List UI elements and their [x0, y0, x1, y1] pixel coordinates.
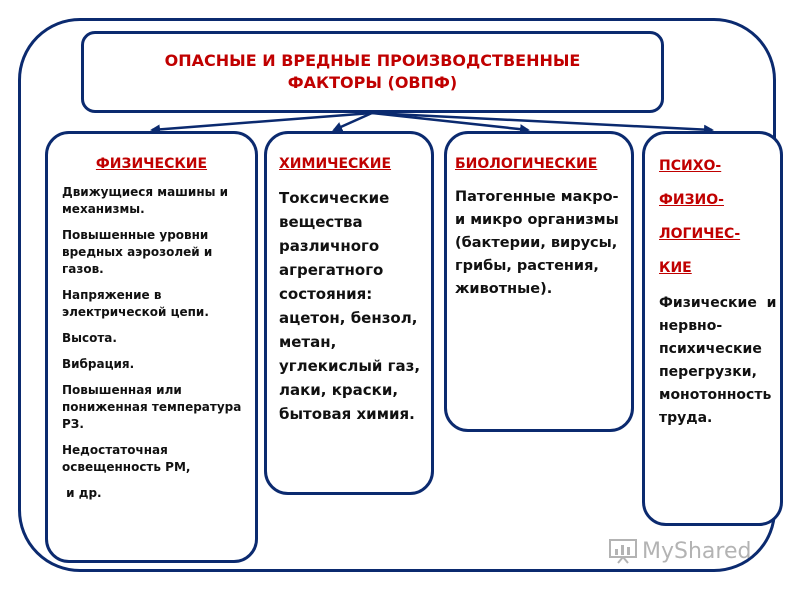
psycho-body-line: нервно-	[659, 318, 723, 334]
psychophysiological-factors-card	[642, 131, 783, 526]
list-item: Высота.	[62, 331, 117, 345]
title-line-1: ОПАСНЫЕ И ВРЕДНЫЕ ПРОИЗВОДСТВЕННЫЕ	[164, 51, 581, 70]
psycho-body-line: труда.	[659, 410, 713, 426]
list-item: Вибрация.	[62, 357, 135, 371]
psycho-body-line: Физические и	[659, 295, 777, 311]
biological-heading: БИОЛОГИЧЕСКИЕ	[455, 156, 598, 172]
psycho-body	[645, 292, 780, 430]
psycho-body-line: перегрузки,	[659, 364, 757, 380]
psycho-body-line: психические	[659, 341, 762, 357]
chemical-factors-card	[264, 131, 434, 495]
list-item: Напряжение в электрической цепи.	[62, 288, 209, 319]
biological-factors-card	[444, 131, 634, 432]
physical-heading: ФИЗИЧЕСКИЕ	[95, 156, 208, 172]
presentation-icon	[608, 538, 638, 564]
physical-factors-card	[45, 131, 258, 563]
psycho-heading-line: КИЕ	[659, 260, 692, 276]
list-item: и др.	[62, 486, 102, 500]
psycho-body-line: монотонность	[659, 387, 772, 403]
arrow-to-psycho	[372, 113, 712, 130]
physical-list	[48, 184, 255, 502]
chemical-heading: ХИМИЧЕСКИЕ	[279, 156, 392, 172]
psycho-heading-line: ПСИХО-	[659, 158, 722, 174]
biological-body: Патогенные макро- и микро организмы (бактерии, вирусы, грибы, растения, животные).	[455, 189, 619, 297]
psycho-heading-line: ФИЗИО-	[659, 192, 724, 208]
chemical-body: Токсические вещества различного агрегатного состояния: ацетон, бензол, метан, углекислый газ, лаки, краски, бытовая химия.	[279, 189, 421, 423]
list-item: Движущиеся машины и механизмы.	[62, 185, 229, 216]
list-item: Повышенные уровни вредных аэрозолей и газов.	[62, 228, 213, 276]
watermark	[608, 538, 751, 564]
list-item: Недостаточная освещенность РМ,	[62, 443, 191, 474]
arrow-to-biological	[372, 113, 528, 130]
psycho-heading	[659, 156, 780, 278]
list-item: Повышенная или пониженная температура РЗ.	[62, 383, 242, 431]
psycho-heading-line: ЛОГИЧЕС-	[659, 226, 741, 242]
title-line-2: ФАКТОРЫ (ОВПФ)	[287, 73, 458, 92]
watermark-text: MyShared	[642, 538, 752, 564]
